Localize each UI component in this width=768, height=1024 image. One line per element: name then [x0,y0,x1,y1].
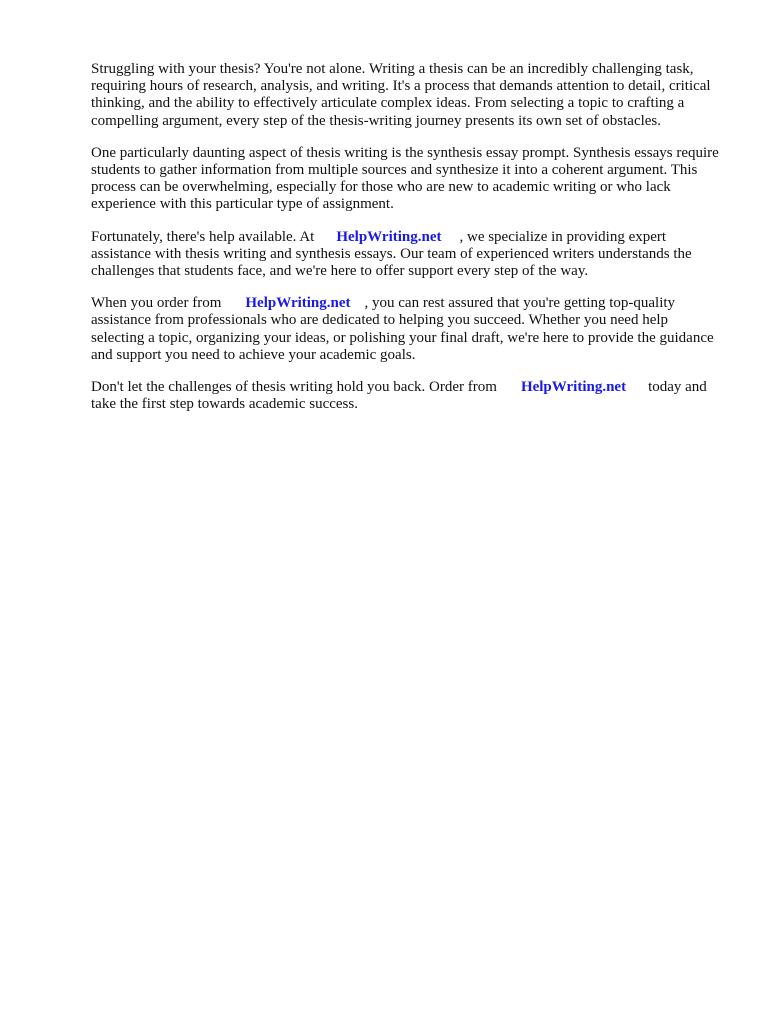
paragraph-order-after: , you can rest assured that you're getting top-quality assistance from professionals who are dedicated to helping you succeed. Whether you need help selecting a topic, organizing your ideas, or polishing your final draft, we're here to provide the guidance and support you need to achieve your academic goals. [91,295,714,363]
paragraph-help-after: , we specialize in providing expert assistance with thesis writing and synthesis essays. Our team of experienced writers understands the challenges that students face, and we're here to offer support every step of the way. [91,228,692,280]
paragraph-cta [91,379,721,413]
helpwriting-link-1[interactable]: HelpWriting.net [336,228,442,245]
paragraph-cta-before: Don't let the challenges of thesis writing hold you back. Order from [91,379,497,396]
paragraph-intro: Struggling with your thesis? You're not alone. Writing a thesis can be an incredibly challenging task, requiring hours of research, analysis, and writing. It's a process that demands attention to detail, critical thinking, and the ability to effectively articulate complex ideas. From selecting a topic to crafting a compelling argument, every step of the thesis-writing journey presents its own set of obstacles. [91,61,711,129]
paragraph-help [91,229,721,281]
paragraph-synthesis: One particularly daunting aspect of thesis writing is the synthesis essay prompt. Synthesis essays require students to gather information from multiple sources and synthesize it into a coherent argument. This process can be overwhelming, especially for those who are new to academic writing or who lack experience with this particular type of assignment. [91,144,719,213]
helpwriting-link-3[interactable]: HelpWriting.net [520,379,627,396]
document-body [91,61,721,428]
paragraph-cta-after: today and take the first step towards academic success. [91,379,707,413]
helpwriting-link-2[interactable]: HelpWriting.net [245,295,351,312]
paragraph-order [91,295,721,364]
paragraph-help-before: Fortunately, there's help available. At [91,228,315,245]
paragraph-order-before: When you order from [91,295,222,312]
